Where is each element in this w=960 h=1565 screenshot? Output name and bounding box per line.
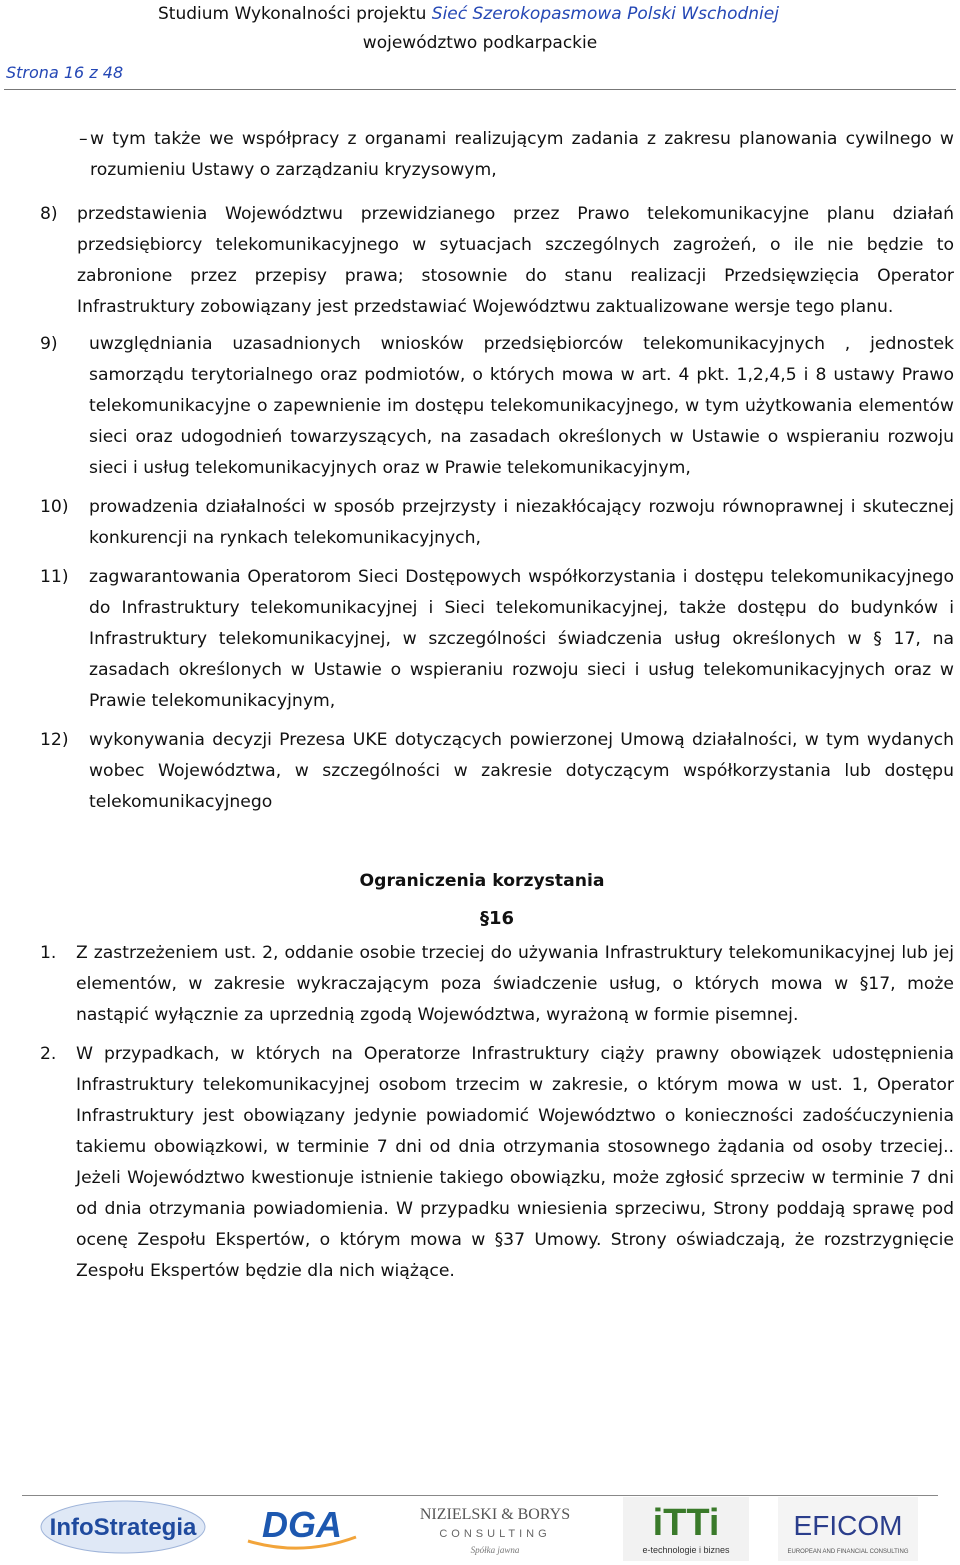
section-item-text: W przypadkach, w których na Operatorze Infrastruktury ciąży prawny obowiązek udostępnienia Infrastruktury telekomunikacyjnej osobom trzecim w zakresie, o którym mowa w ust. 1, Operator Infrastruktury jest obowiązany jedynie powiadomić Województwo o konieczności zadośćuczynienia takiemu obowiązkowi, w terminie 7 dni od dnia otrzymania stosownego żądania od osoby trzeciej.. Jeżeli Województwo kwestionuje istnienie takiego obowiązku, może zgłosić sprzeciw w terminie 7 dni od dnia otrzymania powiadomienia. W przypadku wniesienia sprzeciwu, Strony poddają sprawę pod ocenę Zespołu Ekspertów, o którym mowa w §37 Umowy. Strony oświadczają, że rozstrzygnięcie Zespołu Ekspertów będzie dla nich wiążące.: [76, 1044, 954, 1281]
list-item-text: prowadzenia działalności w sposób przejrzysty i niezakłócający rozwoju równoprawnej i skutecznej konkurencji na rynkach telekomunikacyjnych,: [89, 497, 954, 548]
project-name: Sieć Szerokopasmowa Polski Wschodniej: [431, 4, 779, 24]
footer-divider: [22, 1495, 938, 1496]
infostrategia-logo: [38, 1497, 208, 1561]
dga-logo: [240, 1497, 364, 1561]
list-item: [40, 329, 954, 484]
logo-subtext: EUROPEAN AND FINANCIAL CONSULTING: [787, 1549, 909, 1555]
continuation-paragraph: [40, 124, 954, 186]
section-item-number: 2.: [40, 1044, 57, 1064]
logo-text: InfoStrategia: [49, 1514, 197, 1541]
title-prefix: Studium Wykonalności projektu: [158, 4, 432, 24]
document-title: [158, 3, 779, 25]
list-item-text: wykonywania decyzji Prezesa UKE dotyczących powierzonej Umową działalności, w tym wydanych wobec Województwa, w szczególności w zakresie dotyczącym współkorzystania lub dostępu telekomunikacyjnego: [89, 730, 954, 812]
list-item-text: zagwarantowania Operatorom Sieci Dostępowych współkorzystania i dostępu telekomunikacyjnego do Infrastruktury telekomunikacyjnej i Sieci telekomunikacyjnej, także dostępu do budynków i Infrastruktury telekomunikacyjnej, w szczególności świadczenia usług określonych w § 17, na zasadach określonych w Ustawie o wspieraniu rozwoju sieci i usług telekomunikacyjnych oraz w Prawie telekomunikacyjnym,: [89, 567, 954, 711]
list-item-number: 9): [40, 334, 58, 354]
nizielski-borys-logo: [415, 1497, 575, 1561]
section-number: §16: [479, 908, 515, 929]
list-item: [40, 725, 954, 818]
header-divider: [4, 89, 956, 90]
itti-logo: [623, 1497, 749, 1561]
page-number: Strona 16 z 48: [6, 63, 124, 82]
section-list-item: [40, 1039, 954, 1287]
list-item-number: 11): [40, 567, 69, 587]
document-body: [40, 124, 954, 1287]
dash-marker: –: [79, 129, 88, 149]
list-item: [40, 199, 954, 323]
list-item: [40, 492, 954, 554]
eficom-logo: [778, 1497, 918, 1561]
logo-text: iTTi: [652, 1502, 720, 1544]
list-item-text: uwzględniania uzasadnionych wniosków przedsiębiorców telekomunikacyjnych , jednostek samorządu terytorialnego oraz podmiotów, o których mowa w art. 4 pkt. 1,2,4,5 i 8 ustawy Prawo telekomunikacyjne o zapewnienie im dostępu telekomunikacyjnego, w tym użytkowania elementów sieci oraz udogodnień towarzyszących, na zasadach określonych w Ustawie o wspieraniu rozwoju sieci i usług telekomunikacyjnych oraz w Prawie telekomunikacyjnym,: [89, 334, 954, 478]
logo-text: EFICOM: [793, 1510, 903, 1541]
logo-text: NIZIELSKI & BORYS: [419, 1506, 571, 1523]
section-title: Ograniczenia korzystania: [359, 871, 605, 891]
list-item-text: przedstawienia Województwu przewidzianego przez Prawo telekomunikacyjne planu działań przedsiębiorcy telekomunikacyjnego w sytuacjach szczególnych zagrożeń, o ile nie będzie to zabronione przez przepisy prawa; stosownie do stanu realizacji Przedsięwzięcia Operator Infrastruktury zobowiązany jest przedstawiać Województwu zaktualizowane wersje tego planu.: [77, 204, 954, 317]
logo-tagline: Spółka jawna: [470, 1545, 520, 1555]
section-item-text: Z zastrzeżeniem ust. 2, oddanie osobie trzeciej do używania Infrastruktury telekomunikacyjnej lub jej elementów, w zakresie wykraczającym poza świadczenie usług, o których mowa w §17, może nastąpić wyłącznie za uprzednią zgodą Województwa, wyrażoną w formie pisemnej.: [76, 943, 954, 1025]
list-item-number: 10): [40, 497, 69, 517]
section-list-item: [40, 938, 954, 1031]
list-item-number: 8): [40, 204, 58, 224]
footer-logos: [30, 1497, 930, 1563]
list-item-number: 12): [40, 730, 69, 750]
logo-subtext: e-technologie i biznes: [642, 1545, 730, 1555]
logo-subtext: CONSULTING: [439, 1528, 551, 1540]
region-label: województwo podkarpackie: [362, 33, 598, 53]
section-item-number: 1.: [40, 943, 57, 963]
page-header: [0, 0, 960, 92]
continuation-text: w tym także we współpracy z organami realizującym zadania z zakresu planowania cywilnego w rozumieniu Ustawy o zarządzaniu kryzysowym,: [90, 129, 954, 180]
list-item: [40, 562, 954, 717]
logo-text: DGA: [262, 1504, 342, 1545]
